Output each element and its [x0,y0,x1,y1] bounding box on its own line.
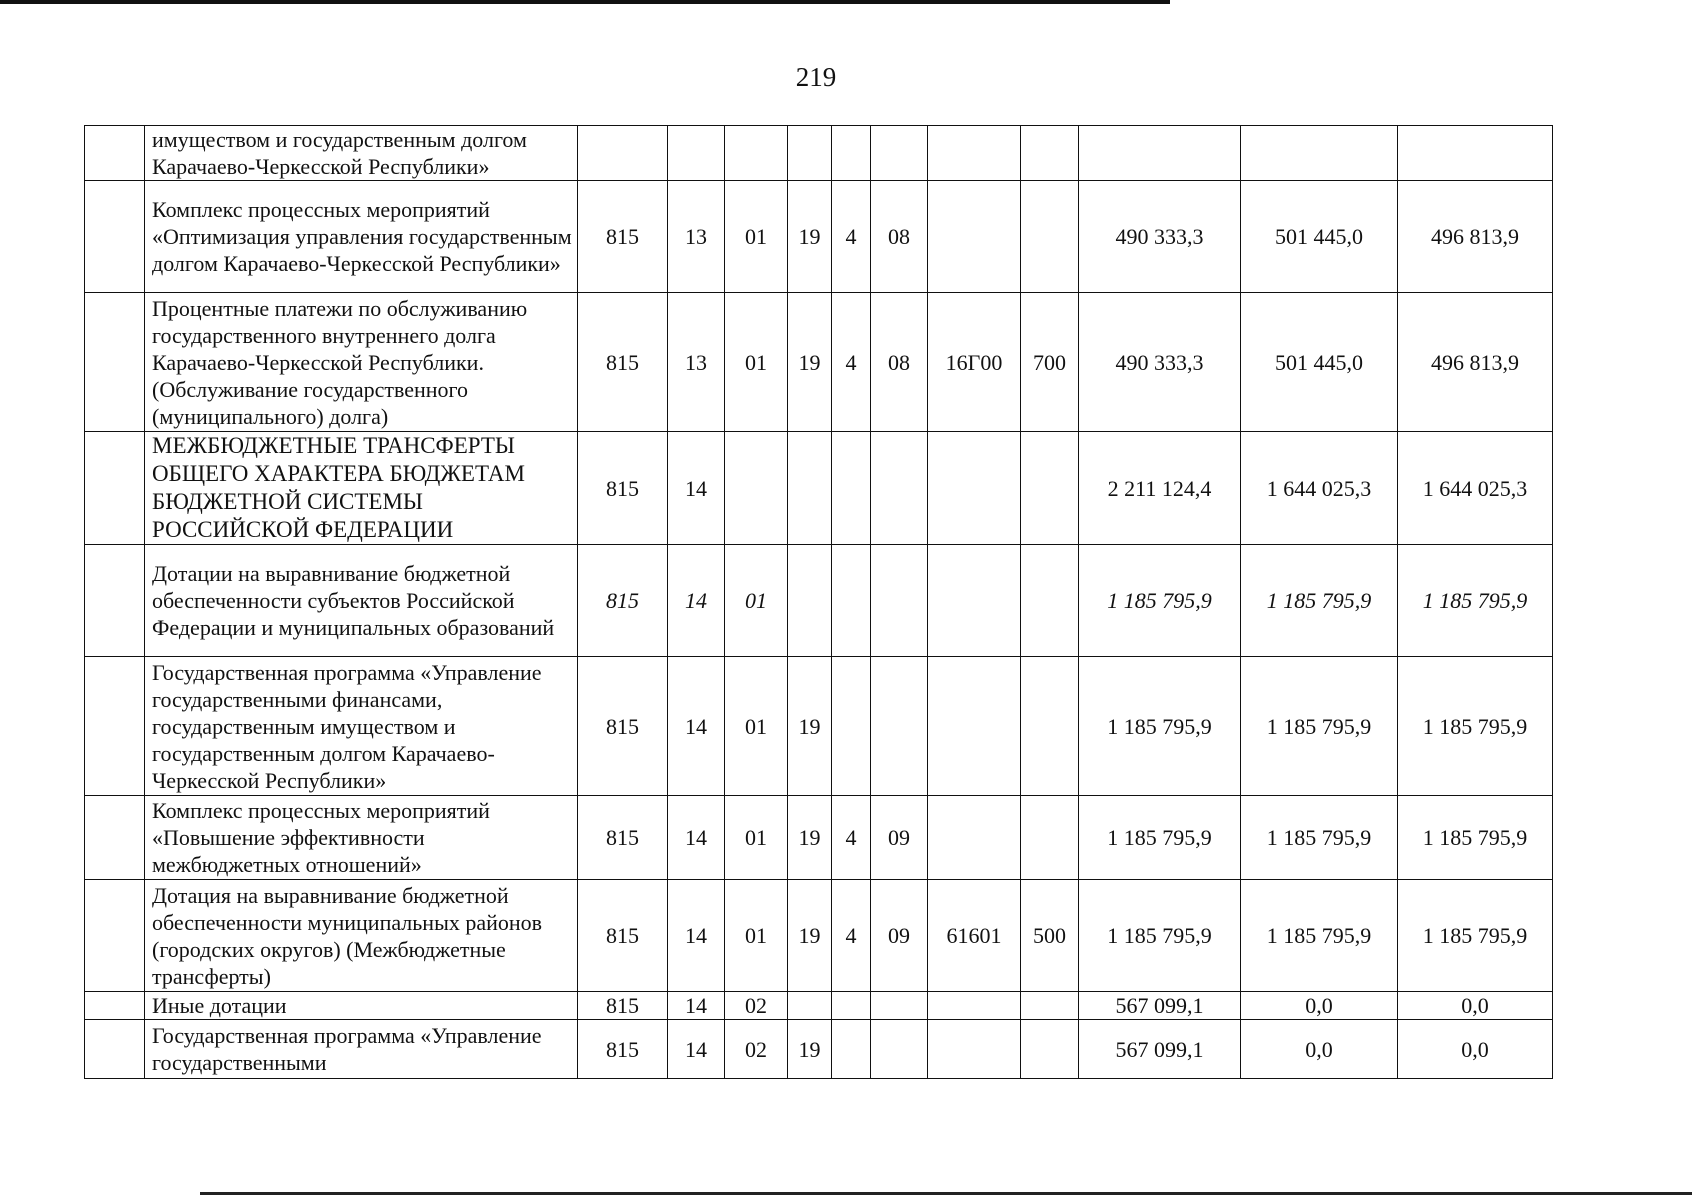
cell-type [832,432,871,545]
cell-subsection [725,126,788,181]
cell-program: 19 [788,181,832,293]
cell-type [832,545,871,657]
cell-amount-1: 2 211 124,4 [1079,432,1241,545]
row-name-cell: Процентные платежи по обслуживанию государственного внутреннего долга Карачаево-Черкесской Республики. (Обслуживание государственного (муниципального) долга) [145,293,578,432]
table-row [85,181,1553,293]
bottom-scan-rule [200,1192,1692,1195]
cell-amount-3: 0,0 [1398,1020,1553,1079]
cell-expense-type [1021,1020,1079,1079]
cell-expense-type [1021,657,1079,796]
budget-table-body [85,126,1553,1079]
cell-amount-2: 1 185 795,9 [1241,657,1398,796]
table-row [85,657,1553,796]
cell-amount-2 [1241,126,1398,181]
cell-subsection: 01 [725,796,788,880]
cell-direction [928,796,1021,880]
cell-amount-3: 496 813,9 [1398,293,1553,432]
row-number-cell [85,181,145,293]
cell-group [871,126,928,181]
cell-section: 14 [668,657,725,796]
cell-ministry: 815 [578,796,668,880]
cell-amount-1: 567 099,1 [1079,992,1241,1020]
cell-section: 13 [668,181,725,293]
cell-expense-type: 500 [1021,880,1079,992]
cell-program: 19 [788,1020,832,1079]
cell-amount-2: 1 644 025,3 [1241,432,1398,545]
cell-amount-2: 1 185 795,9 [1241,545,1398,657]
cell-program: 19 [788,293,832,432]
cell-type: 4 [832,181,871,293]
table-row [85,1020,1553,1079]
cell-amount-2: 0,0 [1241,1020,1398,1079]
cell-direction [928,126,1021,181]
row-name-cell: Дотации на выравнивание бюджетной обеспеченности субъектов Российской Федерации и муниципальных образований [145,545,578,657]
cell-amount-2: 1 185 795,9 [1241,880,1398,992]
cell-subsection: 01 [725,880,788,992]
cell-direction: 16Г00 [928,293,1021,432]
top-scan-rule [0,0,1170,4]
row-name-cell: имуществом и государственным долгом Карачаево-Черкесской Республики» [145,126,578,181]
cell-expense-type: 700 [1021,293,1079,432]
table-row [85,126,1553,181]
cell-ministry: 815 [578,181,668,293]
cell-amount-1: 567 099,1 [1079,1020,1241,1079]
cell-amount-3: 1 185 795,9 [1398,657,1553,796]
row-number-cell [85,126,145,181]
cell-direction [928,432,1021,545]
table-row [85,880,1553,992]
cell-expense-type [1021,545,1079,657]
cell-group: 09 [871,880,928,992]
cell-section: 14 [668,432,725,545]
table-row [85,796,1553,880]
cell-group: 09 [871,796,928,880]
cell-section: 13 [668,293,725,432]
cell-amount-3: 1 644 025,3 [1398,432,1553,545]
cell-subsection: 02 [725,1020,788,1079]
cell-ministry: 815 [578,545,668,657]
cell-direction [928,181,1021,293]
row-number-cell [85,880,145,992]
row-name-cell: Иные дотации [145,992,578,1020]
cell-type [832,992,871,1020]
row-number-cell [85,1020,145,1079]
cell-amount-3 [1398,126,1553,181]
cell-type [832,657,871,796]
cell-amount-1: 490 333,3 [1079,293,1241,432]
cell-program [788,126,832,181]
cell-expense-type [1021,796,1079,880]
cell-amount-1 [1079,126,1241,181]
cell-section [668,126,725,181]
cell-type: 4 [832,880,871,992]
cell-group [871,432,928,545]
cell-amount-1: 1 185 795,9 [1079,796,1241,880]
budget-table [84,125,1553,1079]
row-number-cell [85,293,145,432]
cell-expense-type [1021,992,1079,1020]
cell-direction: 61601 [928,880,1021,992]
cell-amount-3: 1 185 795,9 [1398,545,1553,657]
cell-program: 19 [788,880,832,992]
row-name-cell: Комплекс процессных мероприятий «Оптимизация управления государственным долгом Карачаево-Черкесской Республики» [145,181,578,293]
cell-ministry: 815 [578,657,668,796]
table-row [85,992,1553,1020]
cell-group: 08 [871,293,928,432]
cell-ministry: 815 [578,992,668,1020]
row-name-cell: МЕЖБЮДЖЕТНЫЕ ТРАНСФЕРТЫ ОБЩЕГО ХАРАКТЕРА БЮДЖЕТАМ БЮДЖЕТНОЙ СИСТЕМЫ РОССИЙСКОЙ ФЕДЕРАЦИИ [145,432,578,545]
cell-subsection [725,432,788,545]
cell-type: 4 [832,796,871,880]
cell-direction [928,992,1021,1020]
cell-amount-1: 1 185 795,9 [1079,657,1241,796]
row-name-cell: Дотация на выравнивание бюджетной обеспеченности муниципальных районов (городских округов) (Межбюджетные трансферты) [145,880,578,992]
row-number-cell [85,992,145,1020]
cell-section: 14 [668,545,725,657]
cell-group [871,992,928,1020]
cell-expense-type [1021,126,1079,181]
cell-amount-2: 0,0 [1241,992,1398,1020]
cell-amount-3: 496 813,9 [1398,181,1553,293]
row-name-cell: Государственная программа «Управление государственными финансами, государственным имуществом и государственным долгом Карачаево-Черкесской Республики» [145,657,578,796]
cell-ministry: 815 [578,1020,668,1079]
cell-section: 14 [668,992,725,1020]
row-number-cell [85,545,145,657]
cell-program [788,432,832,545]
page-number: 219 [795,62,837,92]
cell-amount-2: 501 445,0 [1241,293,1398,432]
cell-group [871,545,928,657]
cell-amount-3: 0,0 [1398,992,1553,1020]
cell-ministry: 815 [578,293,668,432]
cell-amount-3: 1 185 795,9 [1398,796,1553,880]
table-row [85,545,1553,657]
cell-program [788,545,832,657]
cell-direction [928,545,1021,657]
cell-ministry: 815 [578,880,668,992]
cell-subsection: 01 [725,657,788,796]
cell-amount-1: 1 185 795,9 [1079,545,1241,657]
row-number-cell [85,657,145,796]
cell-ministry: 815 [578,432,668,545]
cell-subsection: 02 [725,992,788,1020]
row-name-cell: Государственная программа «Управление государственными [145,1020,578,1079]
cell-program [788,992,832,1020]
cell-expense-type [1021,432,1079,545]
cell-subsection: 01 [725,545,788,657]
table-row [85,293,1553,432]
row-name-cell: Комплекс процессных мероприятий «Повышение эффективности межбюджетных отношений» [145,796,578,880]
cell-amount-1: 490 333,3 [1079,181,1241,293]
cell-group: 08 [871,181,928,293]
cell-direction [928,1020,1021,1079]
cell-type: 4 [832,293,871,432]
cell-group [871,1020,928,1079]
cell-program: 19 [788,657,832,796]
cell-group [871,657,928,796]
cell-ministry [578,126,668,181]
cell-section: 14 [668,796,725,880]
cell-section: 14 [668,880,725,992]
row-number-cell [85,796,145,880]
cell-program: 19 [788,796,832,880]
table-row [85,432,1553,545]
row-number-cell [85,432,145,545]
cell-amount-1: 1 185 795,9 [1079,880,1241,992]
cell-type [832,1020,871,1079]
cell-type [832,126,871,181]
cell-direction [928,657,1021,796]
cell-expense-type [1021,181,1079,293]
cell-subsection: 01 [725,293,788,432]
cell-subsection: 01 [725,181,788,293]
cell-section: 14 [668,1020,725,1079]
cell-amount-2: 1 185 795,9 [1241,796,1398,880]
cell-amount-2: 501 445,0 [1241,181,1398,293]
cell-amount-3: 1 185 795,9 [1398,880,1553,992]
